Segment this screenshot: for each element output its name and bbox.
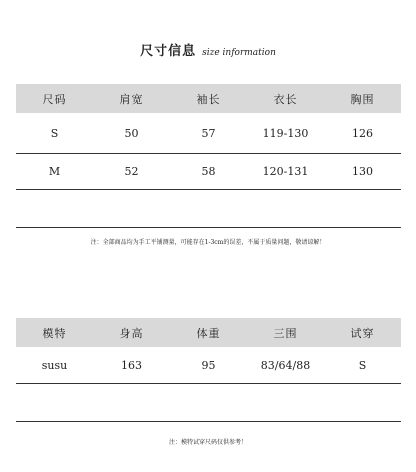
note-model: 注：模特试穿尺码仅供参考！ [168,439,247,446]
header-cell: 尺码 [42,92,67,106]
header-cell: 衣长 [273,92,298,106]
title-cn: 尺寸信息 [140,44,197,59]
model-table-header [16,318,401,347]
header-cell: 三围 [273,326,298,340]
table-cell: S [358,358,367,372]
header-cell: 体重 [196,326,221,340]
title-en: size information [202,48,276,58]
table-cell: 126 [352,126,373,140]
size-table-header [16,84,401,113]
table-row-empty [16,384,401,422]
header-cell: 肩宽 [119,92,144,106]
note-measurement: 注：全部商品均为手工平铺测量，可能存在1-3cm的误差，不属于质量问题，敬请谅解！ [90,239,326,246]
header-cell: 试穿 [350,326,375,340]
table-cell: 95 [201,358,216,372]
model-table [16,318,401,422]
header-cell: 身高 [119,326,144,340]
table-cell: 130 [352,165,373,178]
table-cell: M [48,165,61,178]
table-row-empty [16,190,401,228]
table-cell: susu [41,358,68,372]
table-cell: 120-131 [262,165,309,178]
table-row [16,154,401,190]
table-cell: S [50,126,59,140]
table-cell: 83/64/88 [260,358,311,372]
table-row [16,113,401,154]
table-cell: 50 [124,126,139,140]
page-title [0,40,416,59]
size-table [16,84,401,228]
header-cell: 袖长 [196,92,221,106]
table-cell: 58 [201,165,216,178]
table-cell: 57 [201,126,216,140]
table-cell: 52 [124,165,139,178]
table-cell: 119-130 [262,126,309,140]
header-cell: 模特 [42,326,67,340]
table-row [16,347,401,384]
table-cell: 163 [121,358,142,372]
header-cell: 胸围 [350,92,375,106]
